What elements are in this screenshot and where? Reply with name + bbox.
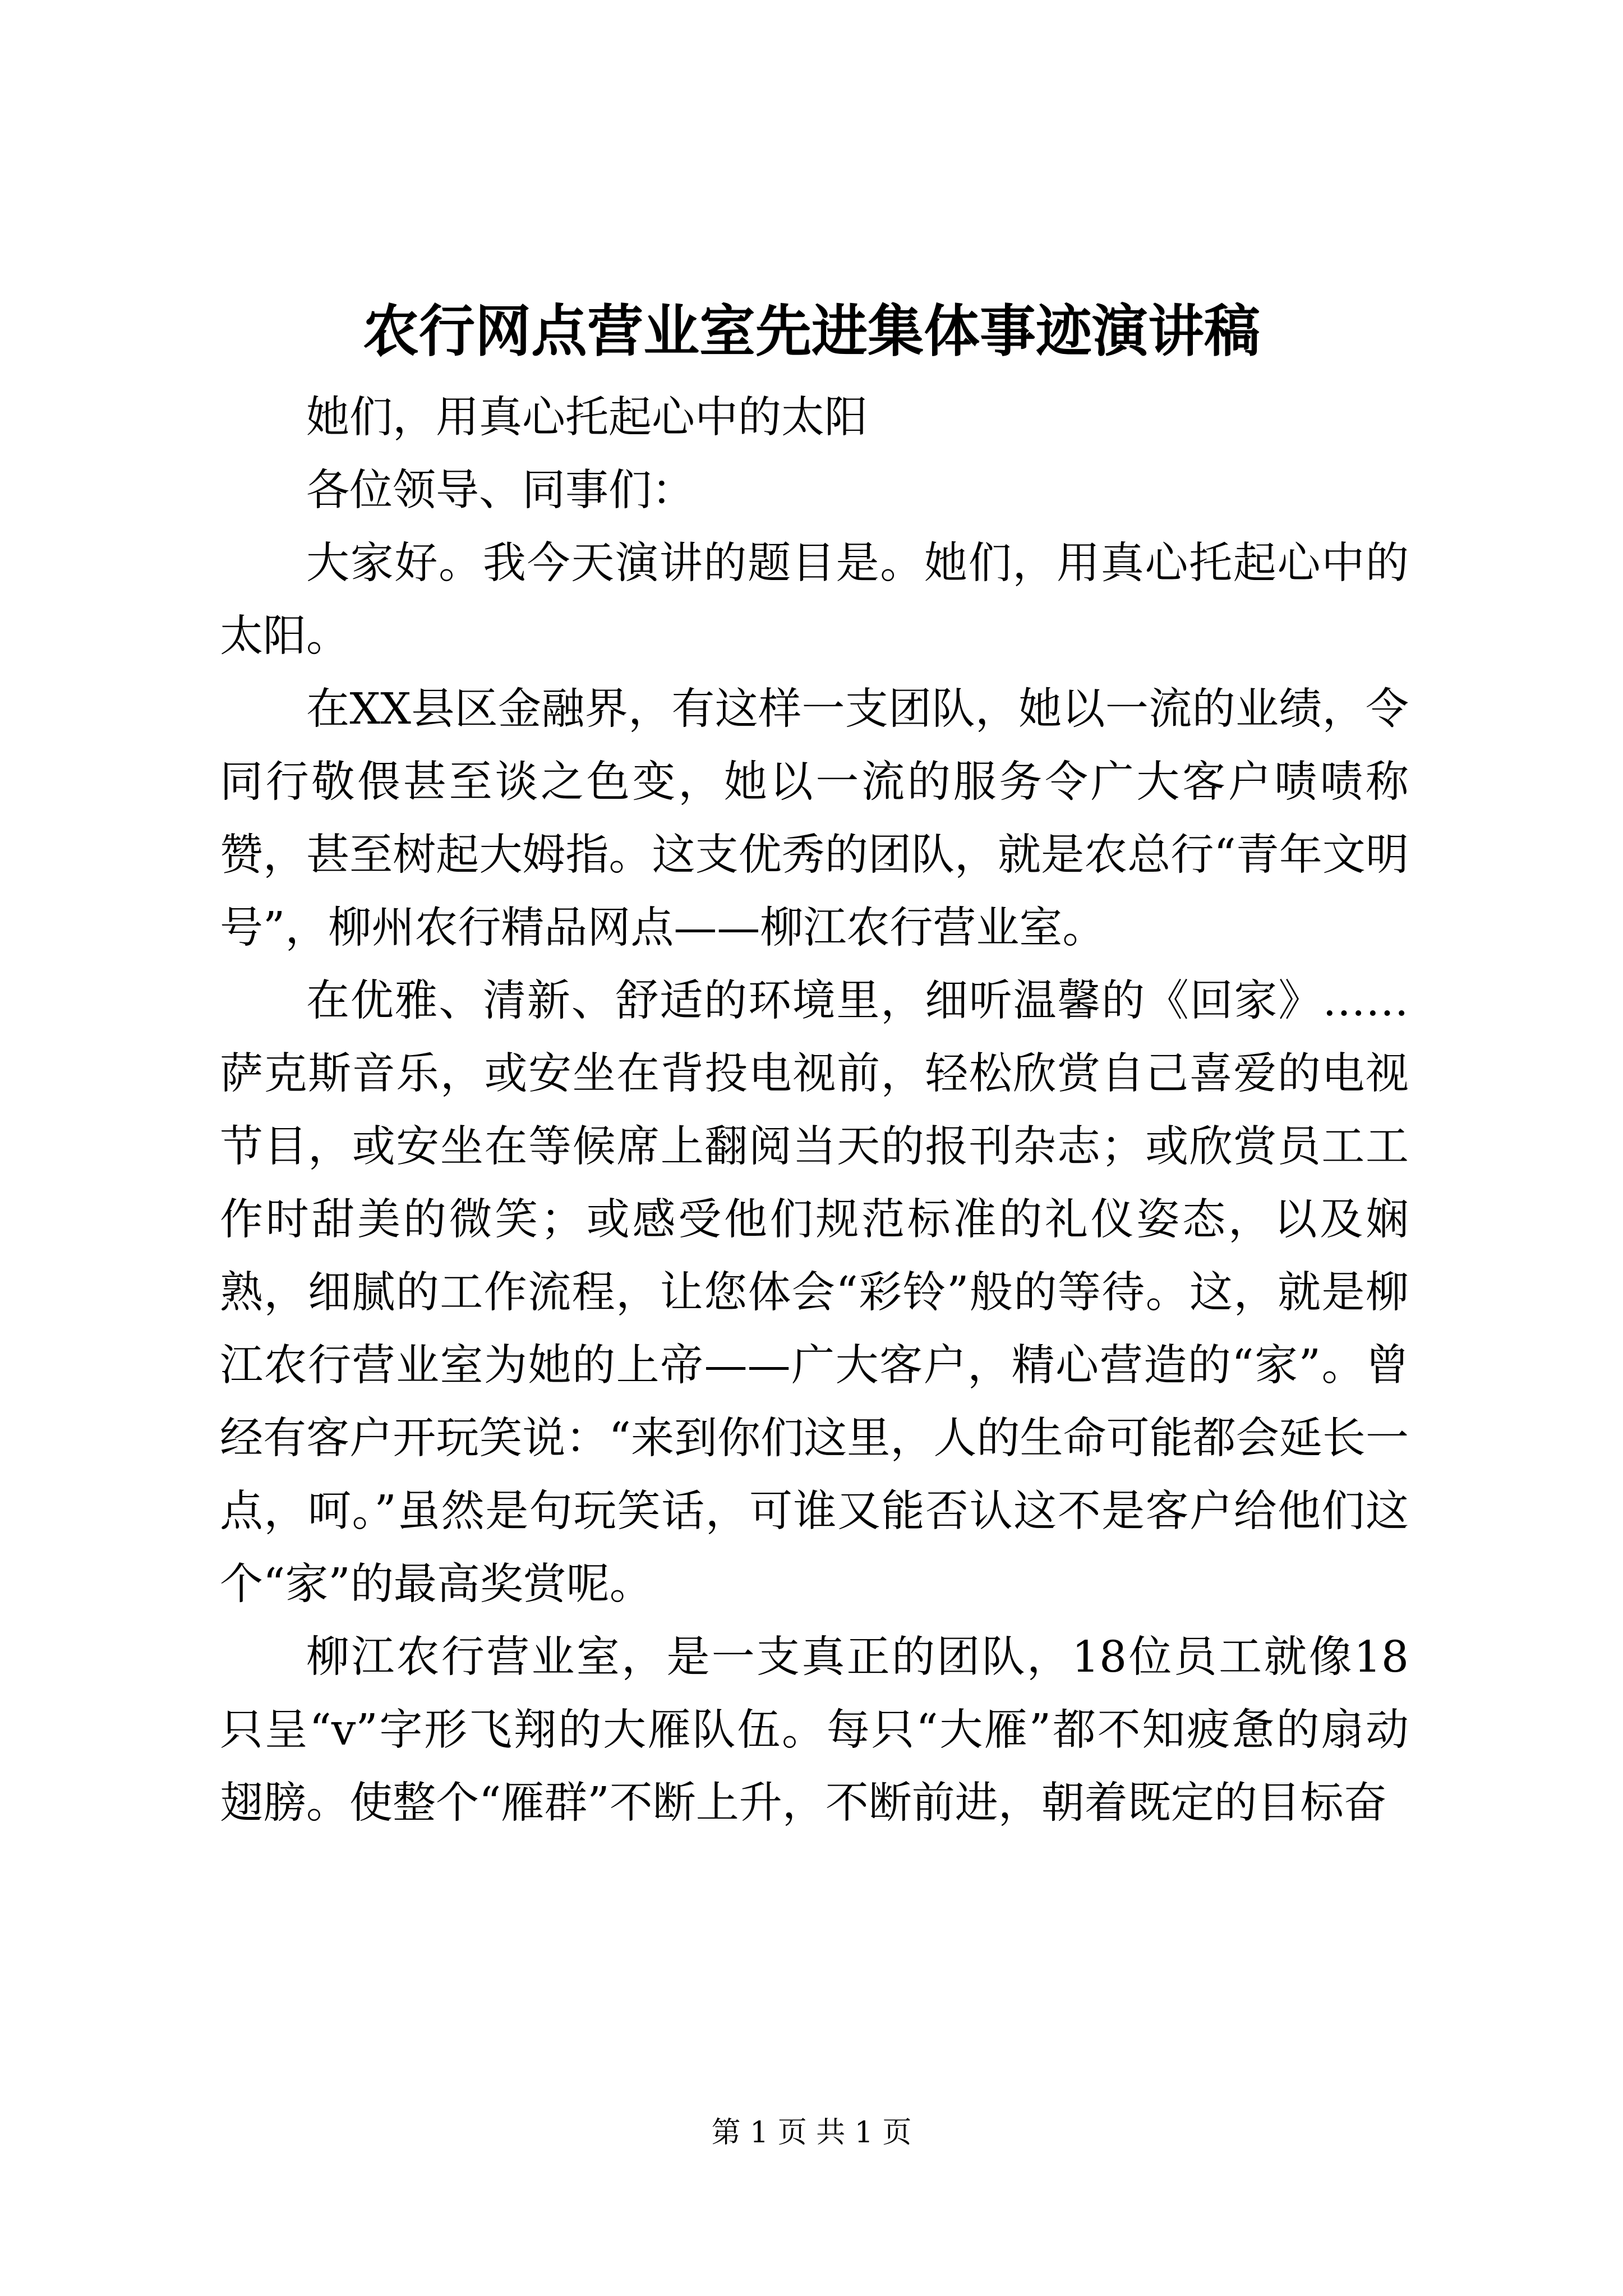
document-body: [220, 381, 1409, 1840]
body-paragraph: 在优雅、清新、舒适的环境里，细听温馨的《回家》……萨克斯音乐，或安坐在背投电视前，轻松欣赏自己喜爱的电视节目，或安坐在等候席上翻阅当天的报刊杂志；或欣赏员工工作时甜美的微笑；或感受他们规范标准的礼仪姿态，以及娴熟，细腻的工作流程，让您体会“彩铃”般的等待。这，就是柳江农行营业室为她的上帝——广大客户，精心营造的“家”。曾经有客户开玩笑说：“来到你们这里，人的生命可能都会延长一点，呵。”虽然是句玩笑话，可谁又能否认这不是客户给他们这个“家”的最高奖赏呢。: [220, 976, 1409, 1609]
subtitle-paragraph: 她们，用真心托起心中的太阳: [306, 393, 868, 443]
body-paragraph: 柳江农行营业室，是一支真正的团队，18位员工就像18只呈“v”字形飞翔的大雁队伍。每只“大雁”都不知疲惫的扇动翅膀。使整个“雁群”不断上升，不断前进，朝着既定的目标奋: [220, 1632, 1409, 1828]
salutation-paragraph: 各位领导、同事们：: [306, 466, 695, 516]
body-paragraph: 在XX县区金融界，有这样一支团队，她以一流的业绩，令同行敬偎甚至谈之色变，她以一流的服务令广大客户啧啧称赞，甚至树起大姆指。这支优秀的团队，就是农总行“青年文明号”，柳州农行精品网点——柳江农行营业室。: [220, 684, 1409, 953]
intro-paragraph: 大家好。我今天演讲的题目是。她们，用真心托起心中的太阳。: [220, 539, 1409, 661]
page-number-footer: 第 1 页 共 1 页: [711, 2116, 912, 2150]
document-title: 农行网点营业室先进集体事迹演讲稿: [363, 298, 1260, 364]
